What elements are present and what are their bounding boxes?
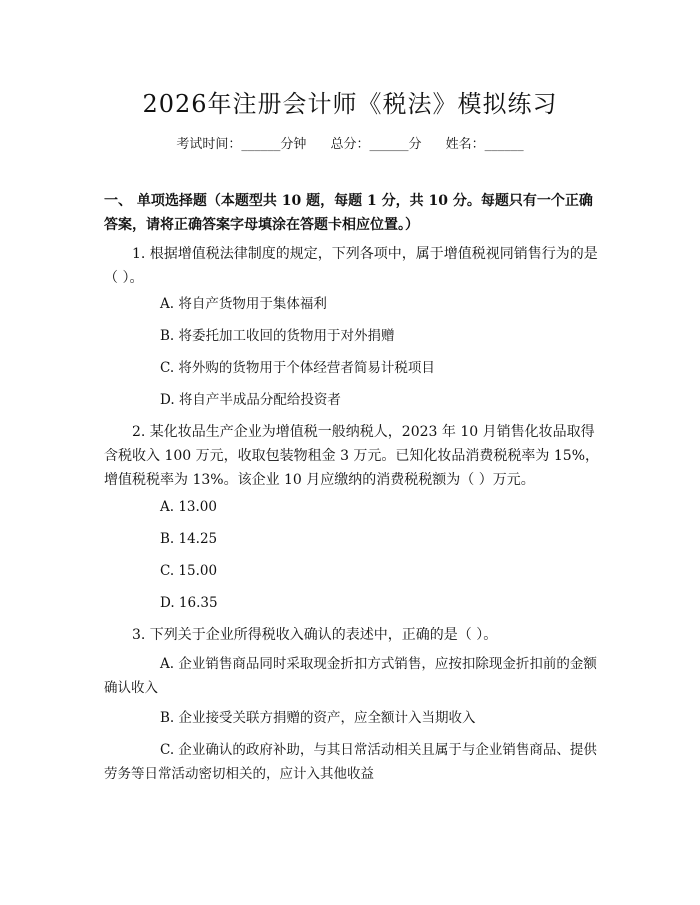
exam-meta	[0, 133, 700, 152]
question-2-option-d: D. 16.35	[160, 595, 218, 611]
question-1-option-c: C. 将外购的货物用于个体经营者简易计税项目	[160, 360, 435, 376]
question-3-option-c: C. 企业确认的政府补助，与其日常活动相关且属于与企业销售商品、提供劳务等日常活动密切相关的，应计入其他收益	[104, 742, 597, 782]
exam-score: 总分：______分	[330, 137, 422, 152]
question-1-stem: 1. 根据增值税法律制度的规定，下列各项中，属于增值税视同销售行为的是（ ）。	[104, 246, 598, 286]
question-3-stem: 3. 下列关于企业所得税收入确认的表述中，正确的是（ ）。	[132, 627, 498, 643]
question-2-stem: 2. 某化妆品生产企业为增值税一般纳税人，2023 年 10 月销售化妆品取得含税收入 100 万元，收取包装物租金 3 万元。已知化妆品消费税税率为 15%，增值税税率为 13%。该企业 10 月应缴纳的消费税税额为（ ）万元。	[104, 424, 599, 488]
question-3-option-b: B. 企业接受关联方捐赠的资产，应全额计入当期收入	[160, 710, 476, 726]
section-heading: 一、 单项选择题（本题型共 10 题，每题 1 分，共 10 分。每题只有一个正确答案，请将正确答案字母填涂在答题卡相应位置。）	[104, 193, 593, 233]
question-2-option-a: A. 13.00	[160, 499, 217, 515]
question-3-option-a: A. 企业销售商品同时采取现金折扣方式销售，应按扣除现金折扣前的金额确认收入	[104, 656, 597, 696]
exam-time: 考试时间：______分钟	[176, 137, 307, 152]
question-2-option-b: B. 14.25	[160, 531, 218, 547]
question-2-option-c: C. 15.00	[160, 563, 218, 579]
exam-name: 姓名：______	[445, 137, 524, 152]
question-1-option-b: B. 将委托加工收回的货物用于对外捐赠	[160, 328, 395, 344]
page-title: 2026年注册会计师《税法》模拟练习	[142, 90, 558, 118]
question-1-option-d: D. 将自产半成品分配给投资者	[160, 392, 341, 408]
question-1-option-a: A. 将自产货物用于集体福利	[160, 296, 327, 312]
